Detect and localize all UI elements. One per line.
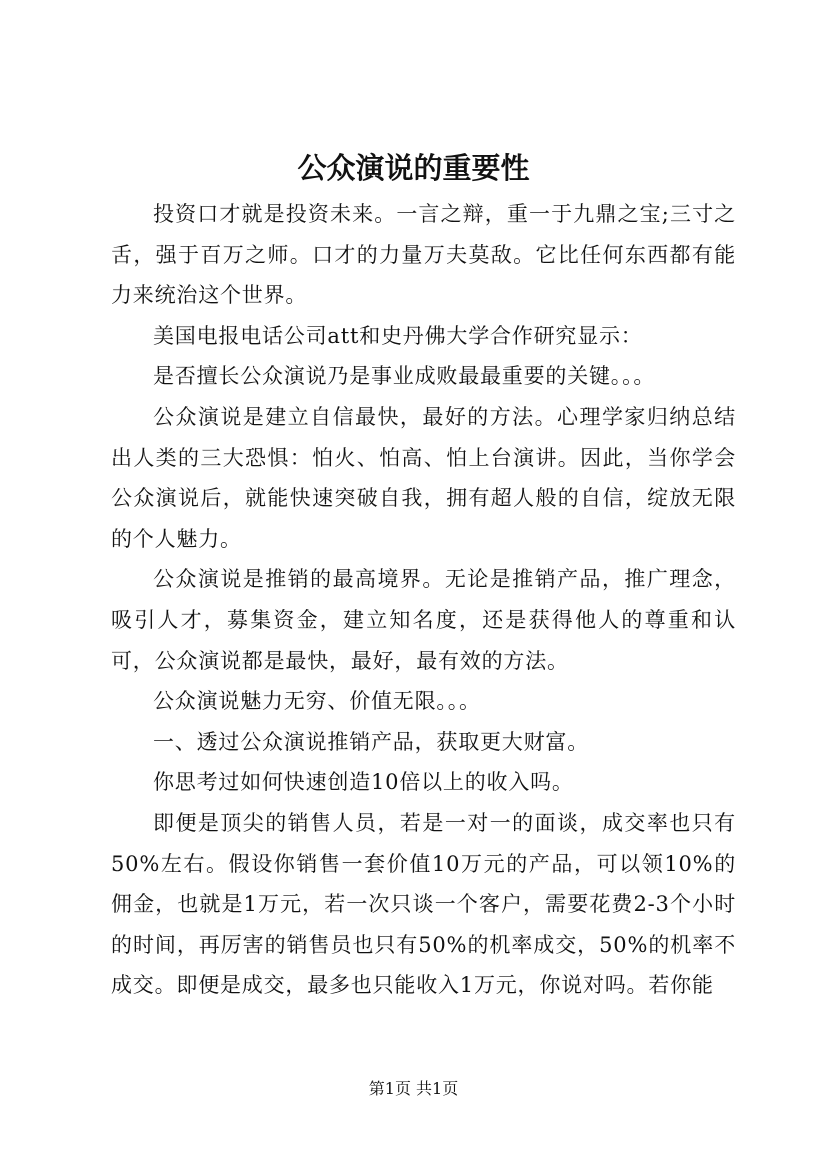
paragraph: 投资口才就是投资未来。一言之辩，重一于九鼎之宝;三寸之舌，强于百万之师。口才的力量万夫莫敌。它比任何东西都有能力来统治这个世界。 [111,202,736,308]
paragraph: 即便是顶尖的销售人员，若是一对一的面谈，成交率也只有50%左右。假设你销售一套价值10万元的产品，可以领10%的佣金，也就是1万元，若一次只谈一个客户，需要花费2-3个小时的时间，再厉害的销售员也只有50%的机率成交，50%的机率不成交。即便是成交，最多也只能收入1万元，你说对吗。若你能 [111,810,736,998]
paragraph: 你思考过如何快速创造10倍以上的收入吗。 [153,770,574,795]
document-title: 公众演说的重要性 [297,151,530,185]
paragraph: 是否擅长公众演说乃是事业成败最最重要的关键。。。 [153,364,656,389]
paragraph: 美国电报电话公司att和史丹佛大学合作研究显示： [153,323,643,348]
page-footer: 第1页 共1页 [368,1079,459,1098]
paragraph: 公众演说魅力无穷、价值无限。。。 [153,689,481,714]
document-body [111,194,736,1006]
paragraph: 公众演说是建立自信最快，最好的方法。心理学家归纳总结出人类的三大恐惧：怕火、怕高、怕上台演讲。因此，当你学会公众演说后，就能快速突破自我，拥有超人般的自信，绽放无限的个人魅力。 [111,404,736,551]
paragraph: 公众演说是推销的最高境界。无论是推销产品，推广理念，吸引人才，募集资金，建立知名度，还是获得他人的尊重和认可，公众演说都是最快，最好，最有效的方法。 [111,567,736,673]
paragraph: 一、透过公众演说推销产品，获取更大财富。 [153,729,589,754]
